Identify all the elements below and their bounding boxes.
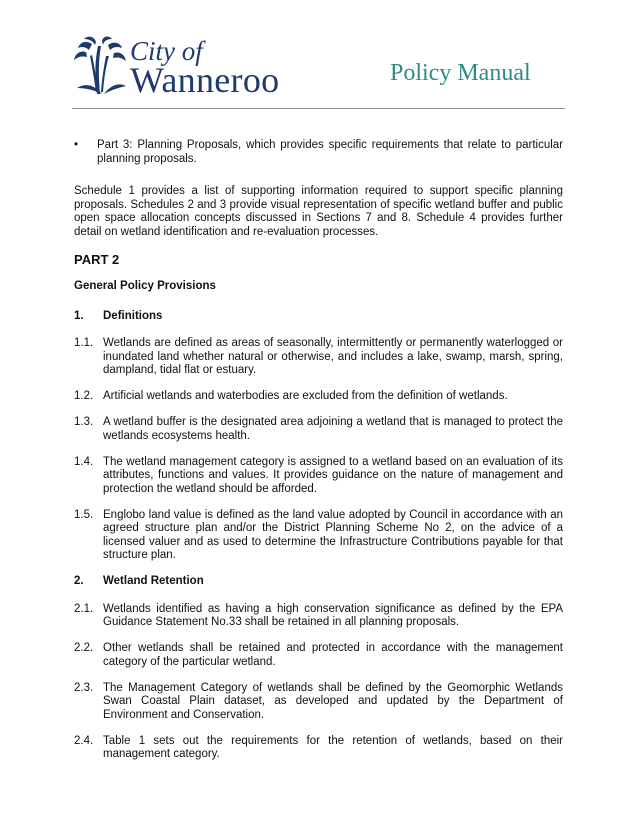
clause-text: Other wetlands shall be retained and protected in accordance with the management category of the particular wetland.: [103, 642, 563, 668]
clause-number: 2.4.: [74, 734, 94, 747]
intro-paragraph: Schedule 1 provides a list of supporting information required to support specific planning proposals. Schedules 2 and 3 provide visual representation of specific wetland buffer and public open space allocation concepts discussed in Sections 7 and 8. Schedule 4 provides further detail on wetland identification and re-evaluation processes.: [74, 185, 563, 238]
clause-2-3: [74, 682, 563, 723]
part-heading: PART 2: [74, 252, 120, 267]
intro-bullet-text: Part 3: Planning Proposals, which provides specific requirements that relate to particular planning proposals.: [97, 139, 563, 165]
document-body: [74, 139, 563, 774]
clause-2-2: [74, 642, 563, 669]
clause-number: 2.1.: [74, 602, 94, 615]
section-number: 1.: [74, 309, 84, 322]
kangaroo-paw-icon: [72, 36, 132, 98]
intro-bullet: [74, 139, 563, 166]
clause-text: The Management Category of wetlands shall be defined by the Geomorphic Wetlands Swan Coastal Plain dataset, as developed and updated by the Department of Environment and Conservation.: [103, 681, 563, 721]
clause-2-4: [74, 735, 563, 762]
clause-1-4: [74, 456, 563, 497]
logo-wanneroo-text: Wanneroo: [130, 60, 280, 100]
clause-text: Englobo land value is defined as the land value adopted by Council in accordance with an agreed structure plan and/or the District Planning Scheme No 2, on the advice of a licensed valuer and as used to determine the Infrastructure Contributions payable for that structure plan.: [103, 508, 563, 561]
clause-number: 2.3.: [74, 681, 94, 694]
clause-1-3: [74, 416, 563, 443]
clause-1-2: [74, 390, 563, 404]
header-divider: [72, 108, 565, 109]
clause-1-5: [74, 509, 563, 563]
clause-text: The wetland management category is assigned to a wetland based on an evaluation of its attributes, functions and values. It provides guidance on the nature of management and protection the wetland should be afforded.: [103, 455, 563, 495]
section-title: Definitions: [103, 309, 163, 322]
clause-text: Wetlands are defined as areas of seasonally, intermittently or permanently waterlogged or inundated land whether natural or otherwise, and includes a lake, swamp, marsh, spring, dampland, tidal flat or estuary.: [103, 337, 563, 376]
section-title: Wetland Retention: [103, 575, 204, 587]
policy-manual-title: Policy Manual: [390, 60, 531, 86]
city-logo: [72, 36, 287, 98]
clause-text: Artificial wetlands and waterbodies are excluded from the definition of wetlands.: [103, 390, 508, 402]
logo-city-text: City of: [130, 36, 203, 66]
clause-2-1: [74, 603, 563, 630]
clause-number: 1.3.: [74, 416, 94, 428]
bullet-icon: •: [74, 139, 79, 151]
clause-text: Table 1 sets out the requirements for the retention of wetlands, based on their management category.: [103, 734, 563, 760]
general-provisions-heading: General Policy Provisions: [74, 280, 216, 292]
section-number: 2.: [74, 575, 84, 587]
clause-text: Wetlands identified as having a high conservation significance as defined by the EPA Guidance Statement No.33 shall be retained in all planning proposals.: [103, 602, 563, 628]
clause-number: 1.4.: [74, 455, 94, 468]
clause-text: A wetland buffer is the designated area adjoining a wetland that is managed to protect the wetlands ecosystems health.: [103, 416, 563, 442]
clause-number: 1.5.: [74, 508, 94, 521]
section-heading-wetland-retention: [74, 575, 563, 589]
clause-number: 1.1.: [74, 337, 94, 349]
clause-number: 2.2.: [74, 642, 94, 654]
clause-number: 1.2.: [74, 390, 94, 402]
clause-1-1: [74, 337, 563, 378]
section-heading-definitions: [74, 310, 563, 324]
